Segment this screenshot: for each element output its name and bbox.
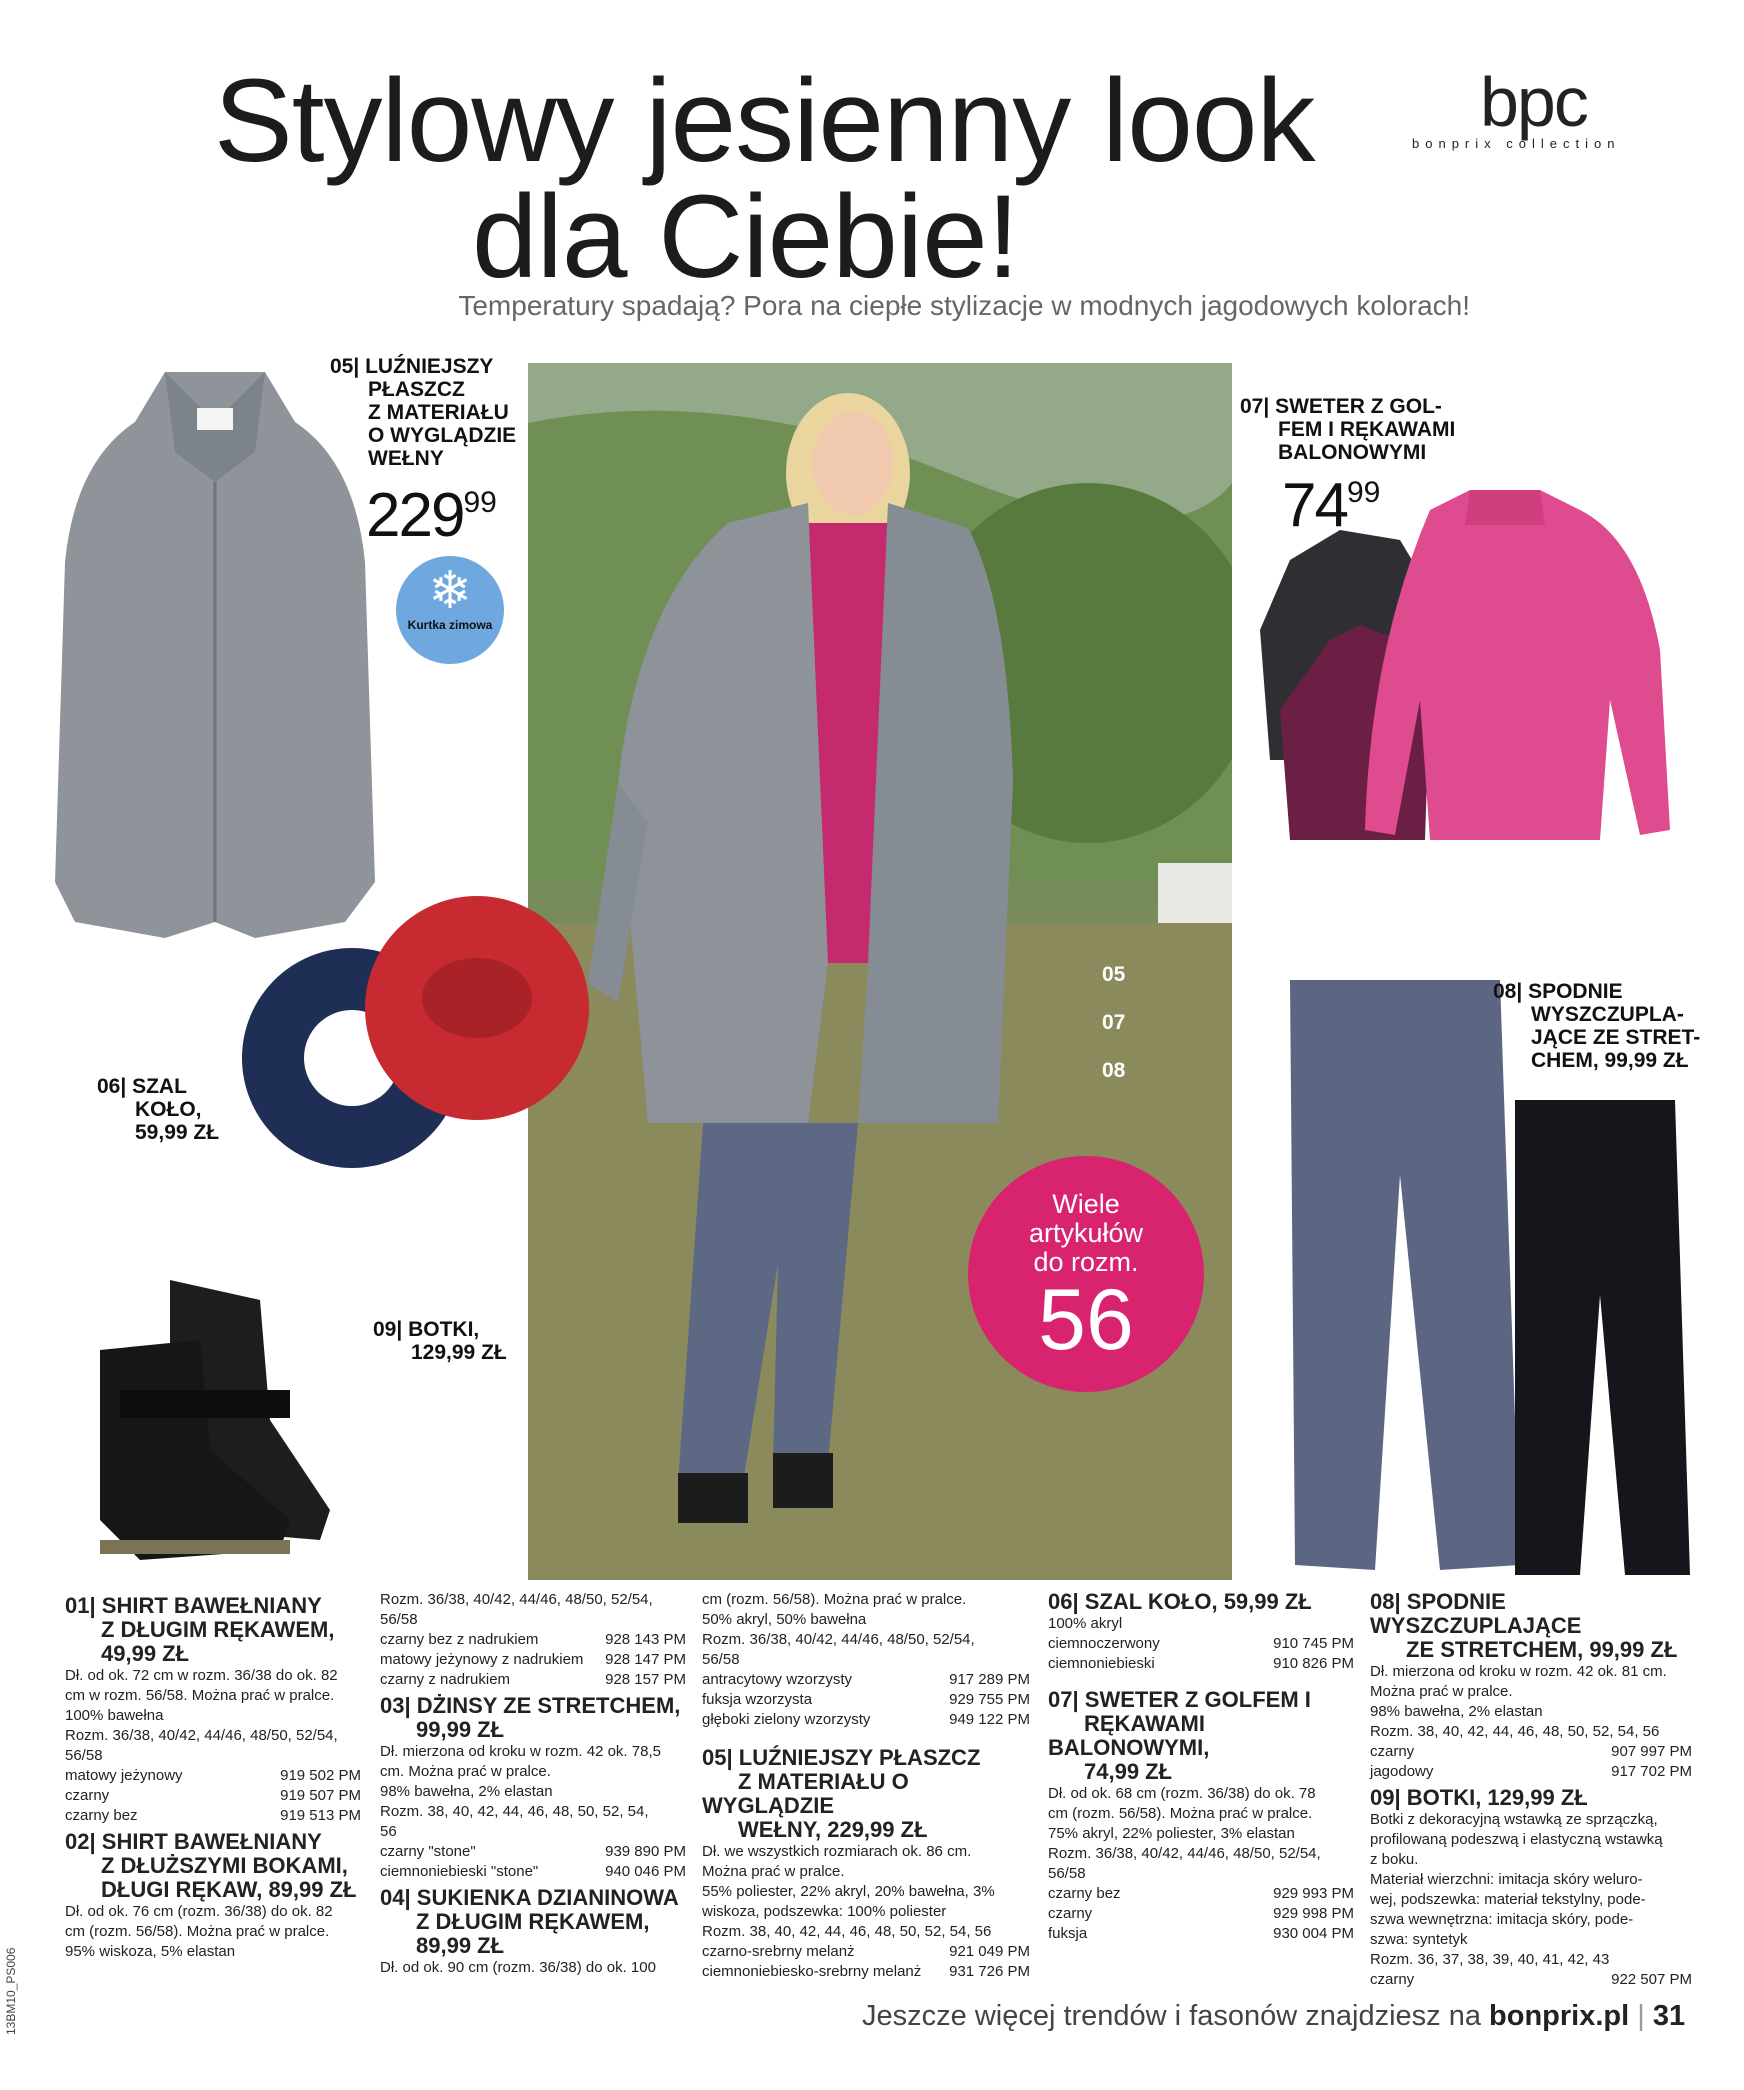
item-01-title-line: 49,99 ZŁ bbox=[101, 1641, 190, 1666]
item-09-variant bbox=[1370, 1970, 1692, 1990]
price-05-cents: 99 bbox=[463, 486, 497, 519]
item-03-num: 03 bbox=[380, 1693, 405, 1718]
item-02-desc-line: Dł. od ok. 76 cm (rozm. 36/38) do ok. 82 bbox=[65, 1903, 333, 1920]
item-01-variant bbox=[380, 1670, 686, 1690]
item-06-variant bbox=[1048, 1634, 1354, 1654]
winter-jacket-label: Kurtka zimowa bbox=[407, 618, 493, 632]
item-04-desc-line: Dł. od ok. 90 cm (rozm. 36/38) do ok. 100 bbox=[380, 1959, 656, 1976]
callout-06-line: SZAL bbox=[132, 1075, 187, 1098]
promo-badge bbox=[968, 1156, 1204, 1392]
promo-size: 56 bbox=[1038, 1272, 1134, 1368]
variant-code: 928 147 PM bbox=[605, 1651, 686, 1668]
photo-marker-07: 07 bbox=[1102, 1011, 1126, 1034]
item-02-num: 02 bbox=[65, 1829, 90, 1854]
item-07-title-line: RĘKAWAMI BALONOWYMI, bbox=[1048, 1711, 1210, 1760]
item-01-title-line: SHIRT BAWEŁNIANY bbox=[101, 1593, 322, 1618]
item-09-desc-line: Botki z dekoracyjną wstawką ze sprzączką, bbox=[1370, 1811, 1658, 1828]
item-07-title: 07| SWETER Z GOLFEM I RĘKAWAMI BALONOWYMI, 74,99 ZŁ bbox=[1048, 1687, 1311, 1784]
callout-05-line: PŁASZCZ bbox=[368, 378, 465, 401]
variant-code: 929 998 PM bbox=[1273, 1905, 1354, 1922]
item-07-variant bbox=[1048, 1924, 1354, 1944]
snowflake-icon: ❄ bbox=[428, 562, 472, 620]
page-number: 31 bbox=[1652, 2000, 1686, 2032]
item-09-title-line: BOTKI, 129,99 ZŁ bbox=[1406, 1785, 1588, 1810]
item-06-num: 06 bbox=[1048, 1589, 1073, 1614]
item-04-variant bbox=[702, 1710, 1030, 1730]
col3-lead-line: 56/58 bbox=[702, 1651, 740, 1668]
item-06-desc-line: 100% akryl bbox=[1048, 1615, 1123, 1632]
scarf-red-inner bbox=[422, 958, 532, 1038]
product-column-4 bbox=[1048, 1586, 1354, 1944]
item-04-title-line: Z DŁUGIM RĘKAWEM, bbox=[416, 1909, 650, 1934]
scarf-product-image bbox=[232, 888, 612, 1208]
variant-code: 929 993 PM bbox=[1273, 1885, 1354, 1902]
callout-07-num: 07 bbox=[1240, 395, 1264, 418]
callout-07-text: 07| SWETER Z GOL- FEM I RĘKAWAMI BALONOWYMI bbox=[1240, 395, 1456, 464]
item-09-desc-line: szwa: syntetyk bbox=[1370, 1931, 1468, 1948]
price-07-main: 74 bbox=[1282, 471, 1347, 540]
coat-label bbox=[197, 408, 233, 430]
boot-strap bbox=[120, 1390, 290, 1418]
item-03-title-line: 99,99 ZŁ bbox=[416, 1717, 505, 1742]
brand-logo-subtitle: bonprix collection bbox=[1412, 136, 1621, 151]
headline-line1: Stylowy jesienny look bbox=[214, 55, 1315, 187]
item-01-desc-line: cm w rozm. 56/58. Można prać w pralce. bbox=[65, 1687, 335, 1704]
price-05-main: 229 bbox=[366, 481, 464, 550]
item-05-desc-line: wiskoza, podszewka: 100% poliester bbox=[702, 1903, 947, 1920]
variant-code: 910 826 PM bbox=[1273, 1655, 1354, 1672]
promo-line1: Wiele bbox=[1052, 1189, 1120, 1219]
price-07-cents: 99 bbox=[1346, 476, 1381, 509]
boots-product-image bbox=[60, 1240, 340, 1560]
callout-07-line: FEM I RĘKAWAMI bbox=[1278, 418, 1456, 441]
footer-text: Jeszcze więcej trendów i fasonów znajdziesz na bbox=[862, 2000, 1481, 2032]
variant-color: czarny z nadrukiem bbox=[380, 1671, 511, 1688]
callout-05-line: WEŁNY bbox=[368, 447, 444, 470]
callout-08 bbox=[1493, 980, 1700, 1072]
variant-code: 922 507 PM bbox=[1611, 1971, 1692, 1988]
item-06-title-line: SZAL KOŁO, 59,99 ZŁ bbox=[1084, 1589, 1312, 1614]
variant-code: 931 726 PM bbox=[949, 1963, 1030, 1980]
sweater-pink-collar bbox=[1465, 490, 1545, 525]
callout-05-num: 05 bbox=[330, 355, 354, 378]
product-column-5 bbox=[1370, 1586, 1692, 1990]
footer-website-link[interactable]: bonprix.pl bbox=[1489, 2000, 1630, 2032]
item-04-variant bbox=[702, 1670, 1030, 1690]
winter-jacket-badge bbox=[396, 556, 504, 664]
item-09-desc-line: Materiał wierzchni: imitacja skóry weluro- bbox=[1370, 1871, 1643, 1888]
item-02-desc bbox=[65, 1902, 361, 1962]
item-08-variant bbox=[1370, 1742, 1692, 1762]
callout-07-line: SWETER Z GOL- bbox=[1275, 395, 1442, 418]
variant-color: czarny bez bbox=[65, 1807, 138, 1824]
item-05-title-line: WEŁNY, 229,99 ZŁ bbox=[738, 1817, 928, 1842]
callout-09 bbox=[373, 1318, 507, 1364]
boot-left bbox=[678, 1473, 748, 1523]
variant-color: czarno-srebrny melanż bbox=[702, 1943, 855, 1960]
item-07-desc-line: Rozm. 36/38, 40/42, 44/46, 48/50, 52/54, bbox=[1048, 1845, 1321, 1862]
brand-logo: bpc bbox=[1480, 63, 1587, 141]
headline-line2: dla Ciebie! bbox=[472, 171, 1019, 303]
callout-06-line: 59,99 ZŁ bbox=[135, 1121, 220, 1144]
item-05-variant bbox=[702, 1942, 1030, 1962]
item-01-desc-line: 100% bawełna bbox=[65, 1707, 164, 1724]
item-02-title-line: Z DŁUŻSZYMI BOKAMI, bbox=[101, 1853, 348, 1878]
item-06-title: 06| SZAL KOŁO, 59,99 ZŁ bbox=[1048, 1589, 1312, 1614]
variant-code: 940 046 PM bbox=[605, 1863, 686, 1880]
item-03-title-line: DŻINSY ZE STRETCHEM, bbox=[416, 1693, 681, 1718]
callout-08-line: JĄCE ZE STRET- bbox=[1531, 1026, 1701, 1049]
item-01-variant bbox=[380, 1650, 686, 1670]
item-05-desc-line: 55% poliester, 22% akryl, 20% bawełna, 3% bbox=[702, 1883, 995, 1900]
callout-07-line: BALONOWYMI bbox=[1278, 441, 1427, 464]
promo-line2: artykułów bbox=[1028, 1218, 1144, 1248]
item-03-desc-line: Rozm. 38, 40, 42, 44, 46, 48, 50, 52, 54, bbox=[380, 1803, 649, 1820]
item-06-variant bbox=[1048, 1654, 1354, 1674]
item-08-desc-line: Dł. mierzona od kroku w rozm. 42 ok. 81 cm. bbox=[1370, 1663, 1667, 1680]
item-01-desc-line: Rozm. 36/38, 40/42, 44/46, 48/50, 52/54, bbox=[65, 1727, 338, 1744]
variant-color: czarny bbox=[65, 1787, 110, 1804]
item-05-desc bbox=[702, 1842, 1030, 1942]
item-02-desc-line: 95% wiskoza, 5% elastan bbox=[65, 1943, 236, 1960]
variant-color: matowy jeżynowy z nadrukiem bbox=[380, 1651, 584, 1668]
item-02-desc-line: cm (rozm. 56/58). Można prać w pralce. bbox=[65, 1923, 330, 1940]
item-03-title: 03| DŻINSY ZE STRETCHEM, 99,99 ZŁ bbox=[380, 1693, 681, 1742]
variant-color: matowy jeżynowy bbox=[65, 1767, 183, 1784]
callout-05 bbox=[330, 355, 516, 470]
product-column-2 bbox=[380, 1590, 686, 1978]
boot-sole bbox=[100, 1540, 290, 1554]
headline-subtitle: Temperatury spadają? Pora na ciepłe stylizacje w modnych jagodowych kolorach! bbox=[458, 290, 1470, 321]
col3-lead-line: cm (rozm. 56/58). Można prać w pralce. bbox=[702, 1591, 967, 1608]
item-03-desc-line: 56 bbox=[380, 1823, 397, 1840]
item-07-desc-line: 75% akryl, 22% poliester, 3% elastan bbox=[1048, 1825, 1295, 1842]
item-07-title-line: SWETER Z GOLFEM I bbox=[1084, 1687, 1311, 1712]
item-05-desc-line: Dł. we wszystkich rozmiarach ok. 86 cm. bbox=[702, 1843, 972, 1860]
callout-08-num: 08 bbox=[1493, 980, 1517, 1003]
variant-code: 919 513 PM bbox=[280, 1807, 361, 1824]
callout-08-line: WYSZCZUPLA- bbox=[1531, 1003, 1684, 1026]
item-08-desc-line: Rozm. 38, 40, 42, 44, 46, 48, 50, 52, 54, 56 bbox=[1370, 1723, 1660, 1740]
item-09-desc-line: profilowaną podeszwą i elastyczną wstawką bbox=[1370, 1831, 1663, 1848]
col2-lead-line: 56/58 bbox=[380, 1611, 418, 1628]
item-07-variant bbox=[1048, 1904, 1354, 1924]
product-column-1 bbox=[65, 1590, 361, 1962]
item-03-desc-line: Dł. mierzona od kroku w rozm. 42 ok. 78,5 bbox=[380, 1743, 661, 1760]
callout-09-line: 129,99 ZŁ bbox=[411, 1341, 507, 1364]
item-01-num: 01 bbox=[65, 1593, 90, 1618]
variant-code: 919 502 PM bbox=[280, 1767, 361, 1784]
variant-code: 907 997 PM bbox=[1611, 1743, 1692, 1760]
item-05-variant bbox=[702, 1962, 1030, 1982]
variant-code: 917 702 PM bbox=[1611, 1763, 1692, 1780]
variant-code: 928 143 PM bbox=[605, 1631, 686, 1648]
face bbox=[813, 411, 893, 515]
variant-color: czarny bez z nadrukiem bbox=[380, 1631, 539, 1648]
variant-code: 949 122 PM bbox=[949, 1711, 1030, 1728]
item-02-title: 02| SHIRT BAWEŁNIANY Z DŁUŻSZYMI BOKAMI, DŁUGI RĘKAW, 89,99 ZŁ bbox=[65, 1829, 357, 1902]
col3-lead-line: Rozm. 36/38, 40/42, 44/46, 48/50, 52/54, bbox=[702, 1631, 975, 1648]
item-03-desc-line: 98% bawełna, 2% elastan bbox=[380, 1783, 553, 1800]
item-01-title-line: Z DŁUGIM RĘKAWEM, bbox=[101, 1617, 335, 1642]
item-04-title-line: 89,99 ZŁ bbox=[416, 1933, 505, 1958]
item-09-desc-line: z boku. bbox=[1370, 1851, 1419, 1868]
item-01-title: 01| SHIRT BAWEŁNIANY Z DŁUGIM RĘKAWEM, 49,99 ZŁ bbox=[65, 1593, 335, 1666]
variant-color: czarny bbox=[1370, 1743, 1415, 1760]
variant-color: czarny bez bbox=[1048, 1885, 1121, 1902]
item-04-variant bbox=[702, 1690, 1030, 1710]
item-01-desc-line: 56/58 bbox=[65, 1747, 103, 1764]
item-01-variant bbox=[65, 1766, 361, 1786]
variant-code: 910 745 PM bbox=[1273, 1635, 1354, 1652]
model-photo bbox=[528, 363, 1232, 1580]
item-03-variant bbox=[380, 1842, 686, 1862]
product-column-3 bbox=[702, 1590, 1030, 1982]
variant-code: 919 507 PM bbox=[280, 1787, 361, 1804]
variant-code: 939 890 PM bbox=[605, 1843, 686, 1860]
callout-09-num: 09 bbox=[373, 1318, 397, 1341]
item-08-title-line: SPODNIE WYSZCZUPLAJĄCE bbox=[1370, 1589, 1582, 1638]
item-02-title-line: DŁUGI RĘKAW, 89,99 ZŁ bbox=[101, 1877, 357, 1902]
variant-color: ciemnoniebieski bbox=[1048, 1655, 1155, 1672]
pants-blue bbox=[1290, 980, 1520, 1570]
item-09-desc-line: szwa wewnętrzna: imitacja skóry, pode- bbox=[1370, 1911, 1634, 1928]
model-illustration bbox=[528, 363, 1232, 1580]
variant-code: 921 049 PM bbox=[949, 1943, 1030, 1960]
variant-color: ciemnoniebiesko-srebrny melanż bbox=[702, 1963, 922, 1980]
variant-code: 917 289 PM bbox=[949, 1671, 1030, 1688]
item-05-title-line: LUŹNIEJSZY PŁASZCZ bbox=[738, 1745, 981, 1770]
callout-07 bbox=[1240, 395, 1455, 464]
item-09-desc bbox=[1370, 1810, 1692, 1970]
callout-09-line: BOTKI, bbox=[408, 1318, 480, 1341]
side-code: 13BM10_PS006 bbox=[4, 1947, 18, 2035]
photo-marker-05: 05 bbox=[1102, 963, 1126, 986]
variant-color: czarny "stone" bbox=[380, 1843, 476, 1860]
coat-product-image bbox=[55, 362, 375, 938]
variant-color: czarny bbox=[1048, 1905, 1093, 1922]
callout-06-text: 06| SZAL KOŁO, 59,99 ZŁ bbox=[97, 1075, 220, 1144]
variant-code: 928 157 PM bbox=[605, 1671, 686, 1688]
item-04-num: 04 bbox=[380, 1885, 405, 1910]
item-05-title-line: Z MATERIAŁU O WYGLĄDZIE bbox=[702, 1769, 909, 1818]
item-08-title-line: ZE STRETCHEM, 99,99 ZŁ bbox=[1406, 1637, 1678, 1662]
item-08-desc-line: Można prać w pralce. bbox=[1370, 1683, 1513, 1700]
callout-05-line: Z MATERIAŁU bbox=[368, 401, 509, 424]
callout-06-num: 06 bbox=[97, 1075, 121, 1098]
item-07-desc bbox=[1048, 1784, 1354, 1884]
item-08-title: 08| SPODNIE WYSZCZUPLAJĄCE ZE STRETCHEM, 99,99 ZŁ bbox=[1370, 1589, 1678, 1662]
callout-08-text: 08| SPODNIE WYSZCZUPLA- JĄCE ZE STRET- CHEM, 99,99 ZŁ bbox=[1493, 980, 1701, 1072]
variant-color: jagodowy bbox=[1370, 1763, 1434, 1780]
item-05-title: 05| LUŹNIEJSZY PŁASZCZ Z MATERIAŁU O WYGLĄDZIE WEŁNY, 229,99 ZŁ bbox=[702, 1745, 981, 1842]
variant-code: 929 755 PM bbox=[949, 1691, 1030, 1708]
callout-06-line: KOŁO, bbox=[135, 1098, 202, 1121]
item-04-title-line: SUKIENKA DZIANINOWA bbox=[416, 1885, 679, 1910]
item-01-variant bbox=[380, 1630, 686, 1650]
callout-05-line: LUŹNIEJSZY bbox=[365, 355, 494, 378]
callout-05-text: 05| LUŹNIEJSZY PŁASZCZ Z MATERIAŁU O WYGLĄDZIE WEŁNY bbox=[330, 355, 517, 470]
col3-lead-line: 50% akryl, 50% bawełna bbox=[702, 1611, 867, 1628]
item-03-desc-line: cm. Można prać w pralce. bbox=[380, 1763, 551, 1780]
variant-color: ciemnoniebieski "stone" bbox=[380, 1863, 539, 1880]
variant-color: czarny bbox=[1370, 1971, 1415, 1988]
col2-lead-line: Rozm. 36/38, 40/42, 44/46, 48/50, 52/54, bbox=[380, 1591, 653, 1608]
item-08-variant bbox=[1370, 1762, 1692, 1782]
item-09-num: 09 bbox=[1370, 1785, 1395, 1810]
item-07-title-line: 74,99 ZŁ bbox=[1084, 1759, 1173, 1784]
item-05-desc-line: Można prać w pralce. bbox=[702, 1863, 845, 1880]
item-02-title-line: SHIRT BAWEŁNIANY bbox=[101, 1829, 322, 1854]
boot-right bbox=[773, 1453, 833, 1508]
variant-color: fuksja wzorzysta bbox=[702, 1691, 813, 1708]
callout-08-line: CHEM, 99,99 ZŁ bbox=[1531, 1049, 1689, 1072]
item-07-desc-line: cm (rozm. 56/58). Można prać w pralce. bbox=[1048, 1805, 1313, 1822]
item-03-desc bbox=[380, 1742, 686, 1842]
item-07-desc-line: 56/58 bbox=[1048, 1865, 1086, 1882]
item-05-num: 05 bbox=[702, 1745, 727, 1770]
pants-black bbox=[1515, 1100, 1690, 1575]
item-08-num: 08 bbox=[1370, 1589, 1395, 1614]
variant-color: fuksja bbox=[1048, 1925, 1088, 1942]
callout-06 bbox=[97, 1075, 219, 1144]
item-09-desc-line: wej, podszewka: materiał tekstylny, pode- bbox=[1370, 1891, 1646, 1908]
item-07-desc-line: Dł. od ok. 68 cm (rozm. 36/38) do ok. 78 bbox=[1048, 1785, 1316, 1802]
variant-color: antracytowy wzorzysty bbox=[702, 1671, 853, 1688]
item-07-num: 07 bbox=[1048, 1687, 1073, 1712]
footer-tagline: Jeszcze więcej trendów i fasonów znajdziesz na bonprix.pl | 31 bbox=[862, 2000, 1686, 2032]
item-01-variant bbox=[65, 1806, 361, 1826]
photo-marker-08: 08 bbox=[1102, 1059, 1126, 1082]
variant-color: ciemnoczerwony bbox=[1048, 1635, 1160, 1652]
price-05 bbox=[366, 480, 497, 551]
variant-color: głęboki zielony wzorzysty bbox=[702, 1711, 871, 1728]
item-07-variant bbox=[1048, 1884, 1354, 1904]
variant-code: 930 004 PM bbox=[1273, 1925, 1354, 1942]
callout-05-line: O WYGLĄDZIE bbox=[368, 424, 517, 447]
item-03-variant bbox=[380, 1862, 686, 1882]
item-09-title: 09| BOTKI, 129,99 ZŁ bbox=[1370, 1785, 1588, 1810]
item-04-title: 04| SUKIENKA DZIANINOWA Z DŁUGIM RĘKAWEM, 89,99 ZŁ bbox=[380, 1885, 679, 1958]
item-01-variant bbox=[65, 1786, 361, 1806]
item-08-desc-line: 98% bawełna, 2% elastan bbox=[1370, 1703, 1543, 1720]
callout-08-line: SPODNIE bbox=[1528, 980, 1623, 1003]
item-08-desc bbox=[1370, 1662, 1692, 1742]
callout-09-text: 09| BOTKI, 129,99 ZŁ bbox=[373, 1318, 507, 1364]
item-09-desc-line: Rozm. 36, 37, 38, 39, 40, 41, 42, 43 bbox=[1370, 1951, 1610, 1968]
promo-line3: do rozm. bbox=[1033, 1247, 1139, 1277]
price-07 bbox=[1282, 470, 1380, 541]
item-01-desc-line: Dł. od ok. 72 cm w rozm. 36/38 do ok. 82 bbox=[65, 1667, 338, 1684]
item-01-desc bbox=[65, 1666, 361, 1766]
item-05-desc-line: Rozm. 38, 40, 42, 44, 46, 48, 50, 52, 54, 56 bbox=[702, 1923, 992, 1940]
